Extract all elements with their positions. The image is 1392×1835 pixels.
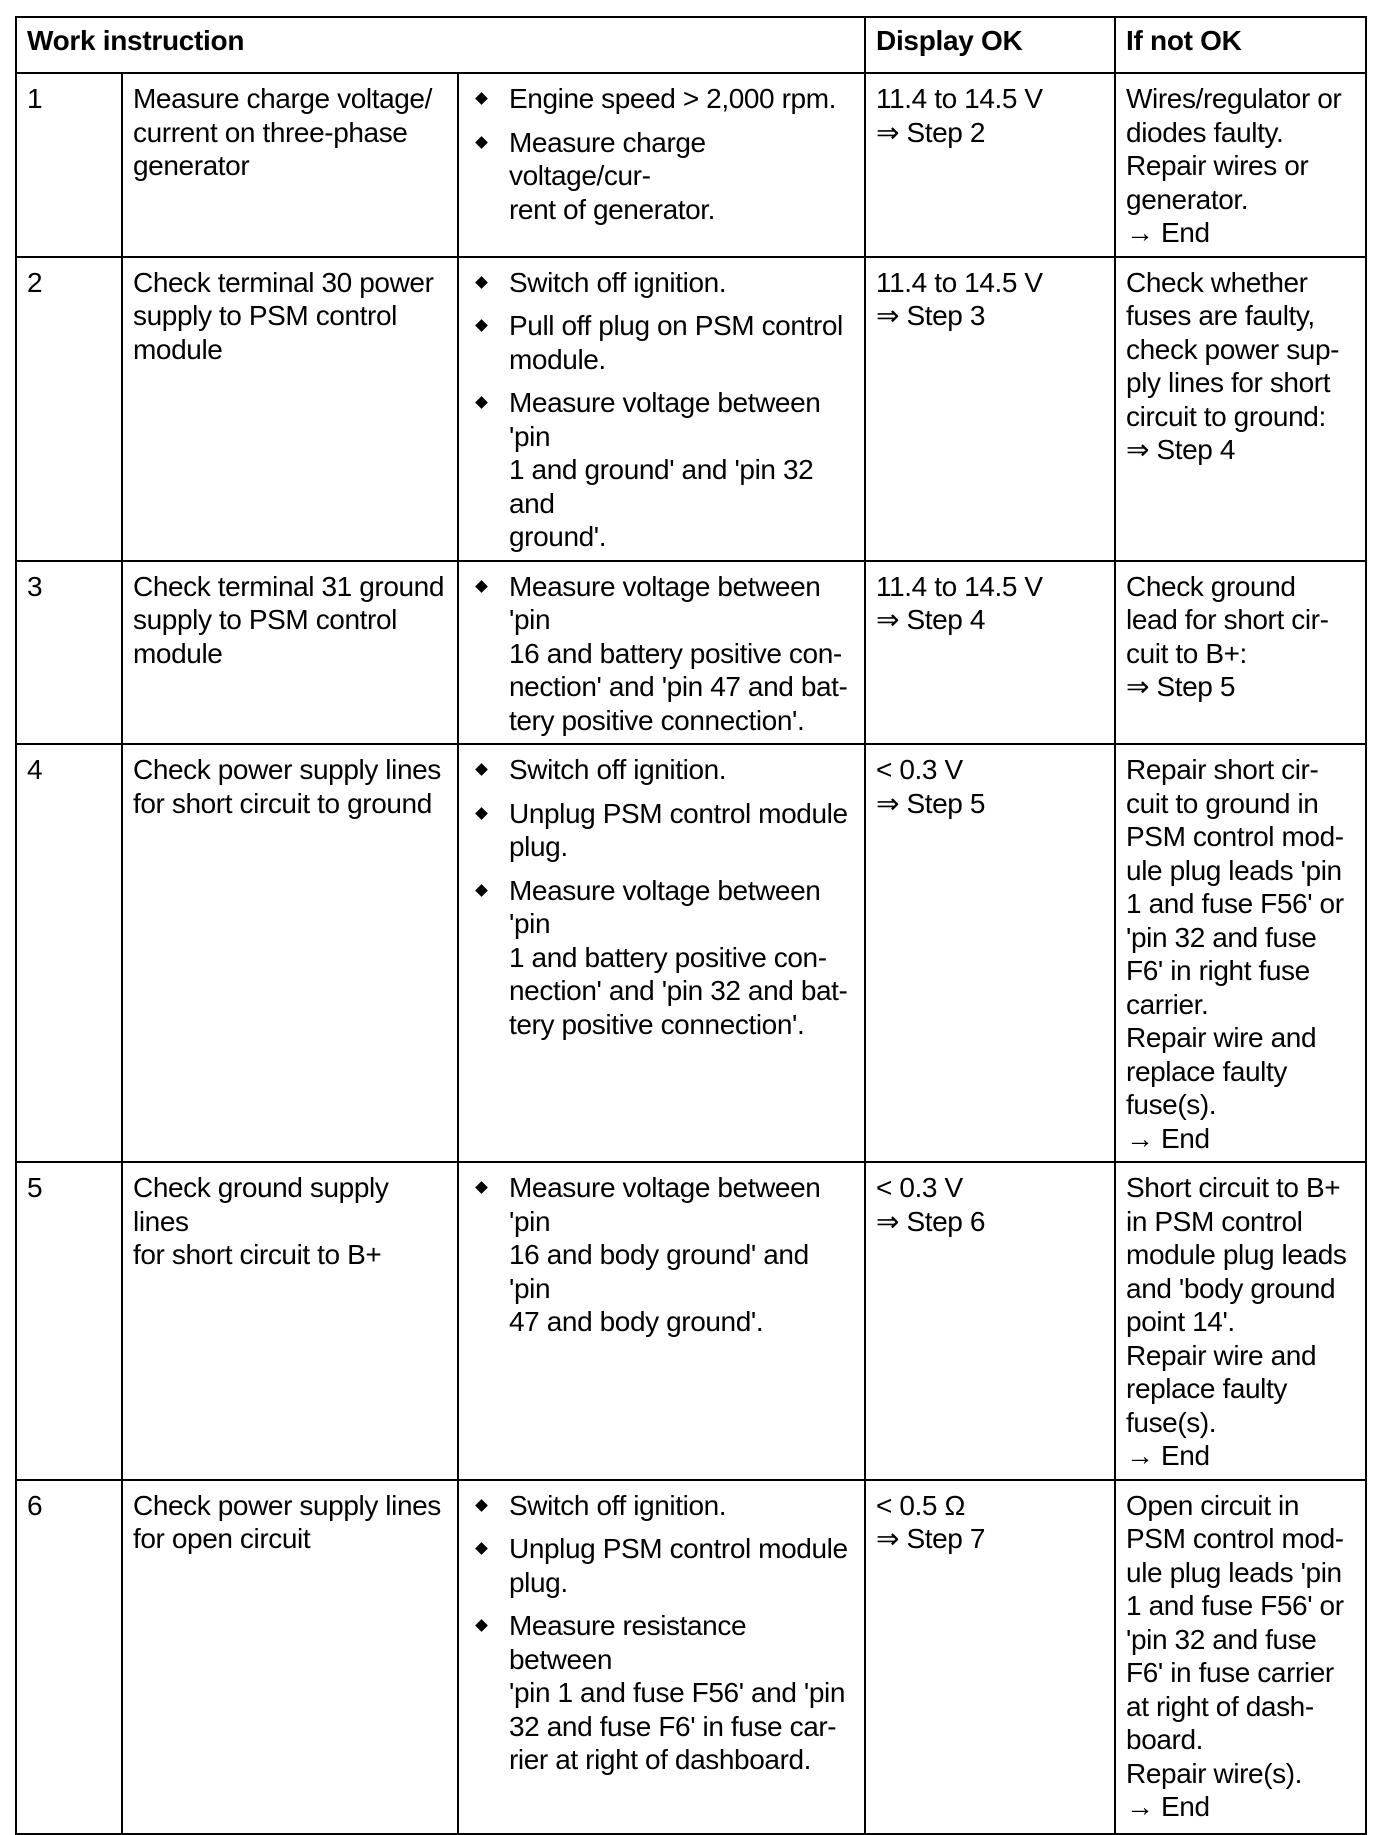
table-row: [16, 561, 1366, 745]
step-number-cell-text: 2: [27, 266, 43, 298]
task-cell-text: Measure charge voltage/ current on three-phase generator: [133, 83, 432, 181]
if-not-ok-cell: [1115, 257, 1366, 561]
diamond-bullet-icon: [475, 319, 488, 332]
instructions-cell: [458, 1162, 865, 1480]
work-instruction-table: [15, 16, 1367, 1835]
table-header-row: [16, 17, 1366, 73]
if-not-ok-cell-text: Wires/regulator or diodes faulty. Repair wires or generator. → End: [1126, 83, 1342, 248]
instruction-item: [469, 386, 854, 554]
diamond-bullet-icon: [475, 1619, 488, 1632]
display-ok-cell: [865, 1480, 1115, 1834]
step-number-cell-text: 4: [27, 754, 43, 785]
task-cell-text: Check ground supply lines for short circuit to B+: [133, 1172, 389, 1270]
instruction-list: [469, 1489, 854, 1777]
task-cell-text: Check power supply lines for open circuit: [133, 1489, 441, 1554]
if-not-ok-cell-text: Repair short cir- cuit to ground in PSM control mod- ule plug leads 'pin 1 and fuse F56' or 'pin 32 and fuse F6' in right fuse carrier. Repair wire and replace faulty fuse(s). → End: [1126, 754, 1344, 1154]
diamond-bullet-icon: [475, 884, 488, 897]
diamond-bullet-icon: [475, 807, 488, 820]
instruction-text: Unplug PSM control module plug.: [509, 1533, 848, 1598]
instruction-text: Measure voltage between 'pin 16 and battery positive con- nection' and 'pin 47 and bat- tery positive connection'.: [509, 570, 848, 736]
instruction-text: Engine speed > 2,000 rpm.: [509, 83, 837, 114]
step-number-cell: [16, 1162, 122, 1480]
instruction-text: Unplug PSM control module plug.: [509, 797, 848, 862]
task-cell: [122, 1480, 458, 1834]
task-cell: [122, 561, 458, 745]
if-not-ok-cell: [1115, 73, 1366, 257]
task-cell-text: Check power supply lines for short circuit to ground: [133, 754, 441, 819]
instruction-list: [469, 753, 854, 1041]
table-row: [16, 1162, 1366, 1480]
instruction-item: [469, 1171, 854, 1339]
display-ok-cell-text: < 0.5 Ω ⇒ Step 7: [876, 1489, 986, 1554]
task-cell: [122, 1162, 458, 1480]
if-not-ok-cell-text: Check ground lead for short cir- cuit to B+: ⇒ Step 5: [1126, 570, 1329, 702]
step-number-cell-text: 5: [27, 1172, 43, 1203]
step-number-cell-text: 6: [27, 1489, 43, 1521]
instructions-cell: [458, 561, 865, 745]
instruction-item: [469, 753, 854, 787]
instruction-list: [469, 266, 854, 554]
work-instruction-document: [15, 16, 1365, 1822]
if-not-ok-cell: [1115, 1162, 1366, 1480]
task-cell-text: Check terminal 31 ground supply to PSM control module: [133, 570, 445, 669]
diamond-bullet-icon: [475, 1181, 488, 1194]
instruction-text: Measure voltage between 'pin 16 and body ground' and 'pin 47 and body ground'.: [509, 1172, 821, 1337]
instruction-text: Switch off ignition.: [509, 266, 727, 298]
instruction-text: Measure charge voltage/cur- rent of generator.: [509, 126, 716, 225]
table-row: [16, 73, 1366, 257]
step-number-cell: [16, 257, 122, 561]
if-not-ok-cell-text: Open circuit in PSM control mod- ule plug leads 'pin 1 and fuse F56' or 'pin 32 and fuse F6' in fuse carrier at right of dash- board. Repair wire(s). → End: [1126, 1489, 1344, 1822]
diamond-bullet-icon: [475, 580, 488, 593]
display-ok-cell: [865, 561, 1115, 745]
header-display-ok: Display OK: [865, 17, 1115, 73]
table-row: [16, 1480, 1366, 1834]
step-number-cell-text: 1: [27, 83, 43, 114]
diamond-bullet-icon: [475, 396, 488, 409]
instruction-item: [469, 874, 854, 1042]
table-row: [16, 257, 1366, 561]
header-if-not-ok: If not OK: [1115, 17, 1366, 73]
instruction-item: [469, 309, 854, 376]
instruction-text: Measure voltage between 'pin 1 and battery positive con- nection' and 'pin 32 and bat- tery positive connection'.: [509, 874, 848, 1040]
display-ok-cell-text: < 0.3 V ⇒ Step 5: [876, 754, 986, 819]
instruction-text: Pull off plug on PSM control module.: [509, 310, 843, 375]
task-cell-text: Check terminal 30 power supply to PSM control module: [133, 266, 434, 365]
step-number-cell: [16, 561, 122, 745]
instructions-cell: [458, 1480, 865, 1834]
task-cell: [122, 257, 458, 561]
display-ok-cell-text: 11.4 to 14.5 V ⇒ Step 2: [876, 83, 1043, 148]
task-cell: [122, 73, 458, 257]
if-not-ok-cell: [1115, 744, 1366, 1162]
display-ok-cell: [865, 257, 1115, 561]
table-body: [16, 73, 1366, 1834]
display-ok-cell-text: 11.4 to 14.5 V ⇒ Step 4: [876, 570, 1043, 635]
diamond-bullet-icon: [475, 276, 488, 289]
instructions-cell: [458, 73, 865, 257]
diamond-bullet-icon: [475, 1499, 488, 1512]
instruction-item: [469, 1489, 854, 1523]
instruction-item: [469, 570, 854, 738]
instruction-item: [469, 1532, 854, 1599]
instructions-cell: [458, 744, 865, 1162]
instruction-list: [469, 570, 854, 738]
step-number-cell: [16, 73, 122, 257]
if-not-ok-cell-text: Short circuit to B+ in PSM control module plug leads and 'body ground point 14'. Repair wire and replace faulty fuse(s). → End: [1126, 1172, 1347, 1471]
display-ok-cell: [865, 1162, 1115, 1480]
diamond-bullet-icon: [475, 136, 488, 149]
if-not-ok-cell: [1115, 1480, 1366, 1834]
instruction-list: [469, 1171, 854, 1339]
task-cell: [122, 744, 458, 1162]
table-row: [16, 744, 1366, 1162]
instruction-text: Measure voltage between 'pin 1 and ground' and 'pin 32 and ground'.: [509, 387, 821, 552]
step-number-cell: [16, 1480, 122, 1834]
if-not-ok-cell: [1115, 561, 1366, 745]
instruction-item: [469, 266, 854, 300]
instruction-text: Switch off ignition.: [509, 754, 727, 785]
instruction-text: Switch off ignition.: [509, 1489, 727, 1521]
header-work-instruction: Work instruction: [16, 17, 865, 73]
display-ok-cell: [865, 73, 1115, 257]
diamond-bullet-icon: [475, 1542, 488, 1555]
diamond-bullet-icon: [475, 763, 488, 776]
diamond-bullet-icon: [475, 92, 488, 105]
step-number-cell-text: 3: [27, 570, 43, 602]
display-ok-cell-text: 11.4 to 14.5 V ⇒ Step 3: [876, 266, 1043, 331]
instruction-list: [469, 82, 854, 226]
instruction-item: [469, 82, 854, 116]
if-not-ok-cell-text: Check whether fuses are faulty, check power sup- ply lines for short circuit to ground: ⇒ Step 4: [1126, 266, 1340, 465]
instructions-cell: [458, 257, 865, 561]
instruction-item: [469, 797, 854, 864]
instruction-text: Measure resistance between 'pin 1 and fuse F56' and 'pin 32 and fuse F6' in fuse car- rier at right of dashboard.: [509, 1610, 846, 1775]
step-number-cell: [16, 744, 122, 1162]
instruction-item: [469, 1609, 854, 1777]
instruction-item: [469, 126, 854, 227]
display-ok-cell-text: < 0.3 V ⇒ Step 6: [876, 1172, 986, 1237]
display-ok-cell: [865, 744, 1115, 1162]
